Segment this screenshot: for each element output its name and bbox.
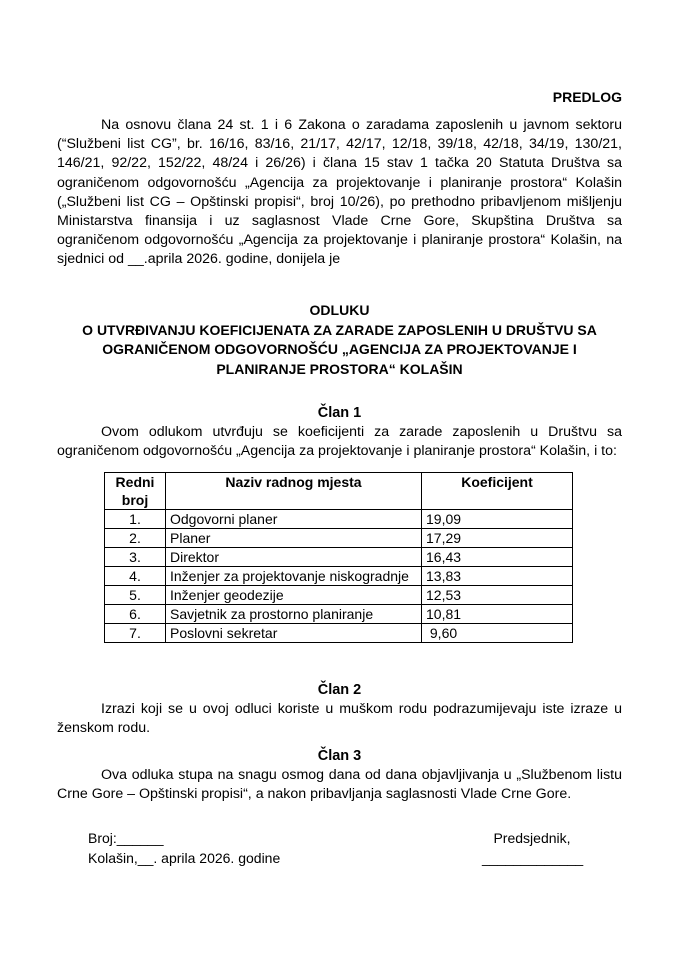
- column-header-number-line1: Redni: [115, 474, 155, 490]
- row-position-name: Direktor: [166, 548, 422, 567]
- table-header-row: [105, 473, 573, 510]
- row-coefficient: 17,29: [422, 529, 573, 548]
- signature-right: [482, 829, 582, 868]
- signature-left: [88, 829, 280, 868]
- column-header-number: [105, 473, 166, 510]
- table-row: [105, 529, 573, 548]
- column-header-number-line2: broj: [121, 492, 149, 508]
- row-number: 2.: [105, 529, 166, 548]
- row-position-name: Odgovorni planer: [166, 510, 422, 529]
- row-coefficient: 19,09: [422, 510, 573, 529]
- table-row: [105, 567, 573, 586]
- column-header-name: Naziv radnog mjesta: [166, 473, 422, 510]
- table-row: [105, 586, 573, 605]
- row-coefficient: 9,60: [422, 624, 573, 643]
- title-line-2: O UTVRĐIVANJU KOEFICIJENATA ZA ZARADE ZAPOSLENIH U DRUŠTVU SA: [82, 321, 597, 338]
- article-3-text: Ova odluka stupa na snagu osmog dana od dana objavljivanja u „Službenom listu Crne Gore – Opštinski propisi“, a nakon pribavljanja saglasnosti Vlade Crne Gore.: [57, 767, 622, 803]
- president-title: Predsjednik,: [493, 830, 571, 846]
- row-number: 7.: [105, 624, 166, 643]
- article-1-heading: Član 1: [317, 405, 362, 421]
- preamble-paragraph: Na osnovu člana 24 st. 1 i 6 Zakona o zaradama zaposlenih u javnom sektoru (“Službeni list CG”, br. 16/16, 83/16, 21/17, 42/17, 12/18, 39/18, 42/18, 34/19, 130/21, 146/21, 92/22, 152/22, 48/24 i 26/26) i člana 15 stav 1 tačka 20 Statuta Društva sa ograničenom odgovornošću „Agencija za projektovanje i planiranje prostora“ Kolašin („Službeni list CG – Opštinski propisi“, broj 10/26), po prethodno pribavljenom mišljenju Ministarstva finansija i uz saglasnost Vlade Crne Gore, Skupština Društva sa ograničenom odgovornošću „Agencija za projektovanje i planiranje prostora“ Kolašin, na sjednici od __.aprila 2026. godine, donijela je: [57, 117, 622, 268]
- article-2-heading: Član 2: [317, 682, 362, 698]
- row-position-name: Poslovni sekretar: [166, 624, 422, 643]
- row-number: 1.: [105, 510, 166, 529]
- row-number: 5.: [105, 586, 166, 605]
- row-position-name: Savjetnik za prostorno planiranje: [166, 605, 422, 624]
- president-signature-line: _____________: [482, 849, 584, 866]
- row-position-name: Inženjer za projektovanje niskogradnje: [166, 567, 422, 586]
- table-row: [105, 548, 573, 567]
- row-number: 6.: [105, 605, 166, 624]
- table-row: [105, 624, 573, 643]
- title-line-4: PLANIRANJE PROSTORA“ KOLAŠIN: [216, 360, 463, 377]
- decision-title: [57, 301, 622, 379]
- row-number: 3.: [105, 548, 166, 567]
- row-coefficient: 16,43: [422, 548, 573, 567]
- table-row: [105, 510, 573, 529]
- row-position-name: Planer: [166, 529, 422, 548]
- article-1-text: Ovom odlukom utvrđuju se koeficijenti za zarade zaposlenih u Društvu sa ograničenom odgovornošću „Agencija za projektovanje i planiranje prostora“ Kolašin, i to:: [57, 424, 622, 460]
- title-line-3: OGRANIČENOM ODGOVORNOŠĆU „AGENCIJA ZA PROJEKTOVANJE I: [102, 341, 577, 357]
- article-3-heading: Član 3: [317, 748, 362, 764]
- title-line-1: ODLUKU: [309, 302, 370, 318]
- document-number: Broj:______: [88, 830, 164, 846]
- row-coefficient: 10,81: [422, 605, 573, 624]
- row-position-name: Inženjer geodezije: [166, 586, 422, 605]
- row-coefficient: 12,53: [422, 586, 573, 605]
- proposal-label: PREDLOG: [552, 89, 622, 105]
- column-header-coefficient: Koeficijent: [422, 473, 573, 510]
- article-2-text: Izrazi koji se u ovoj odluci koriste u muškom rodu podrazumijevaju iste izraze u ženskom rodu.: [57, 701, 622, 737]
- coefficients-table: [104, 472, 573, 643]
- row-number: 4.: [105, 567, 166, 586]
- table-row: [105, 605, 573, 624]
- place-and-date: Kolašin,__. aprila 2026. godine: [88, 849, 281, 866]
- row-coefficient: 13,83: [422, 567, 573, 586]
